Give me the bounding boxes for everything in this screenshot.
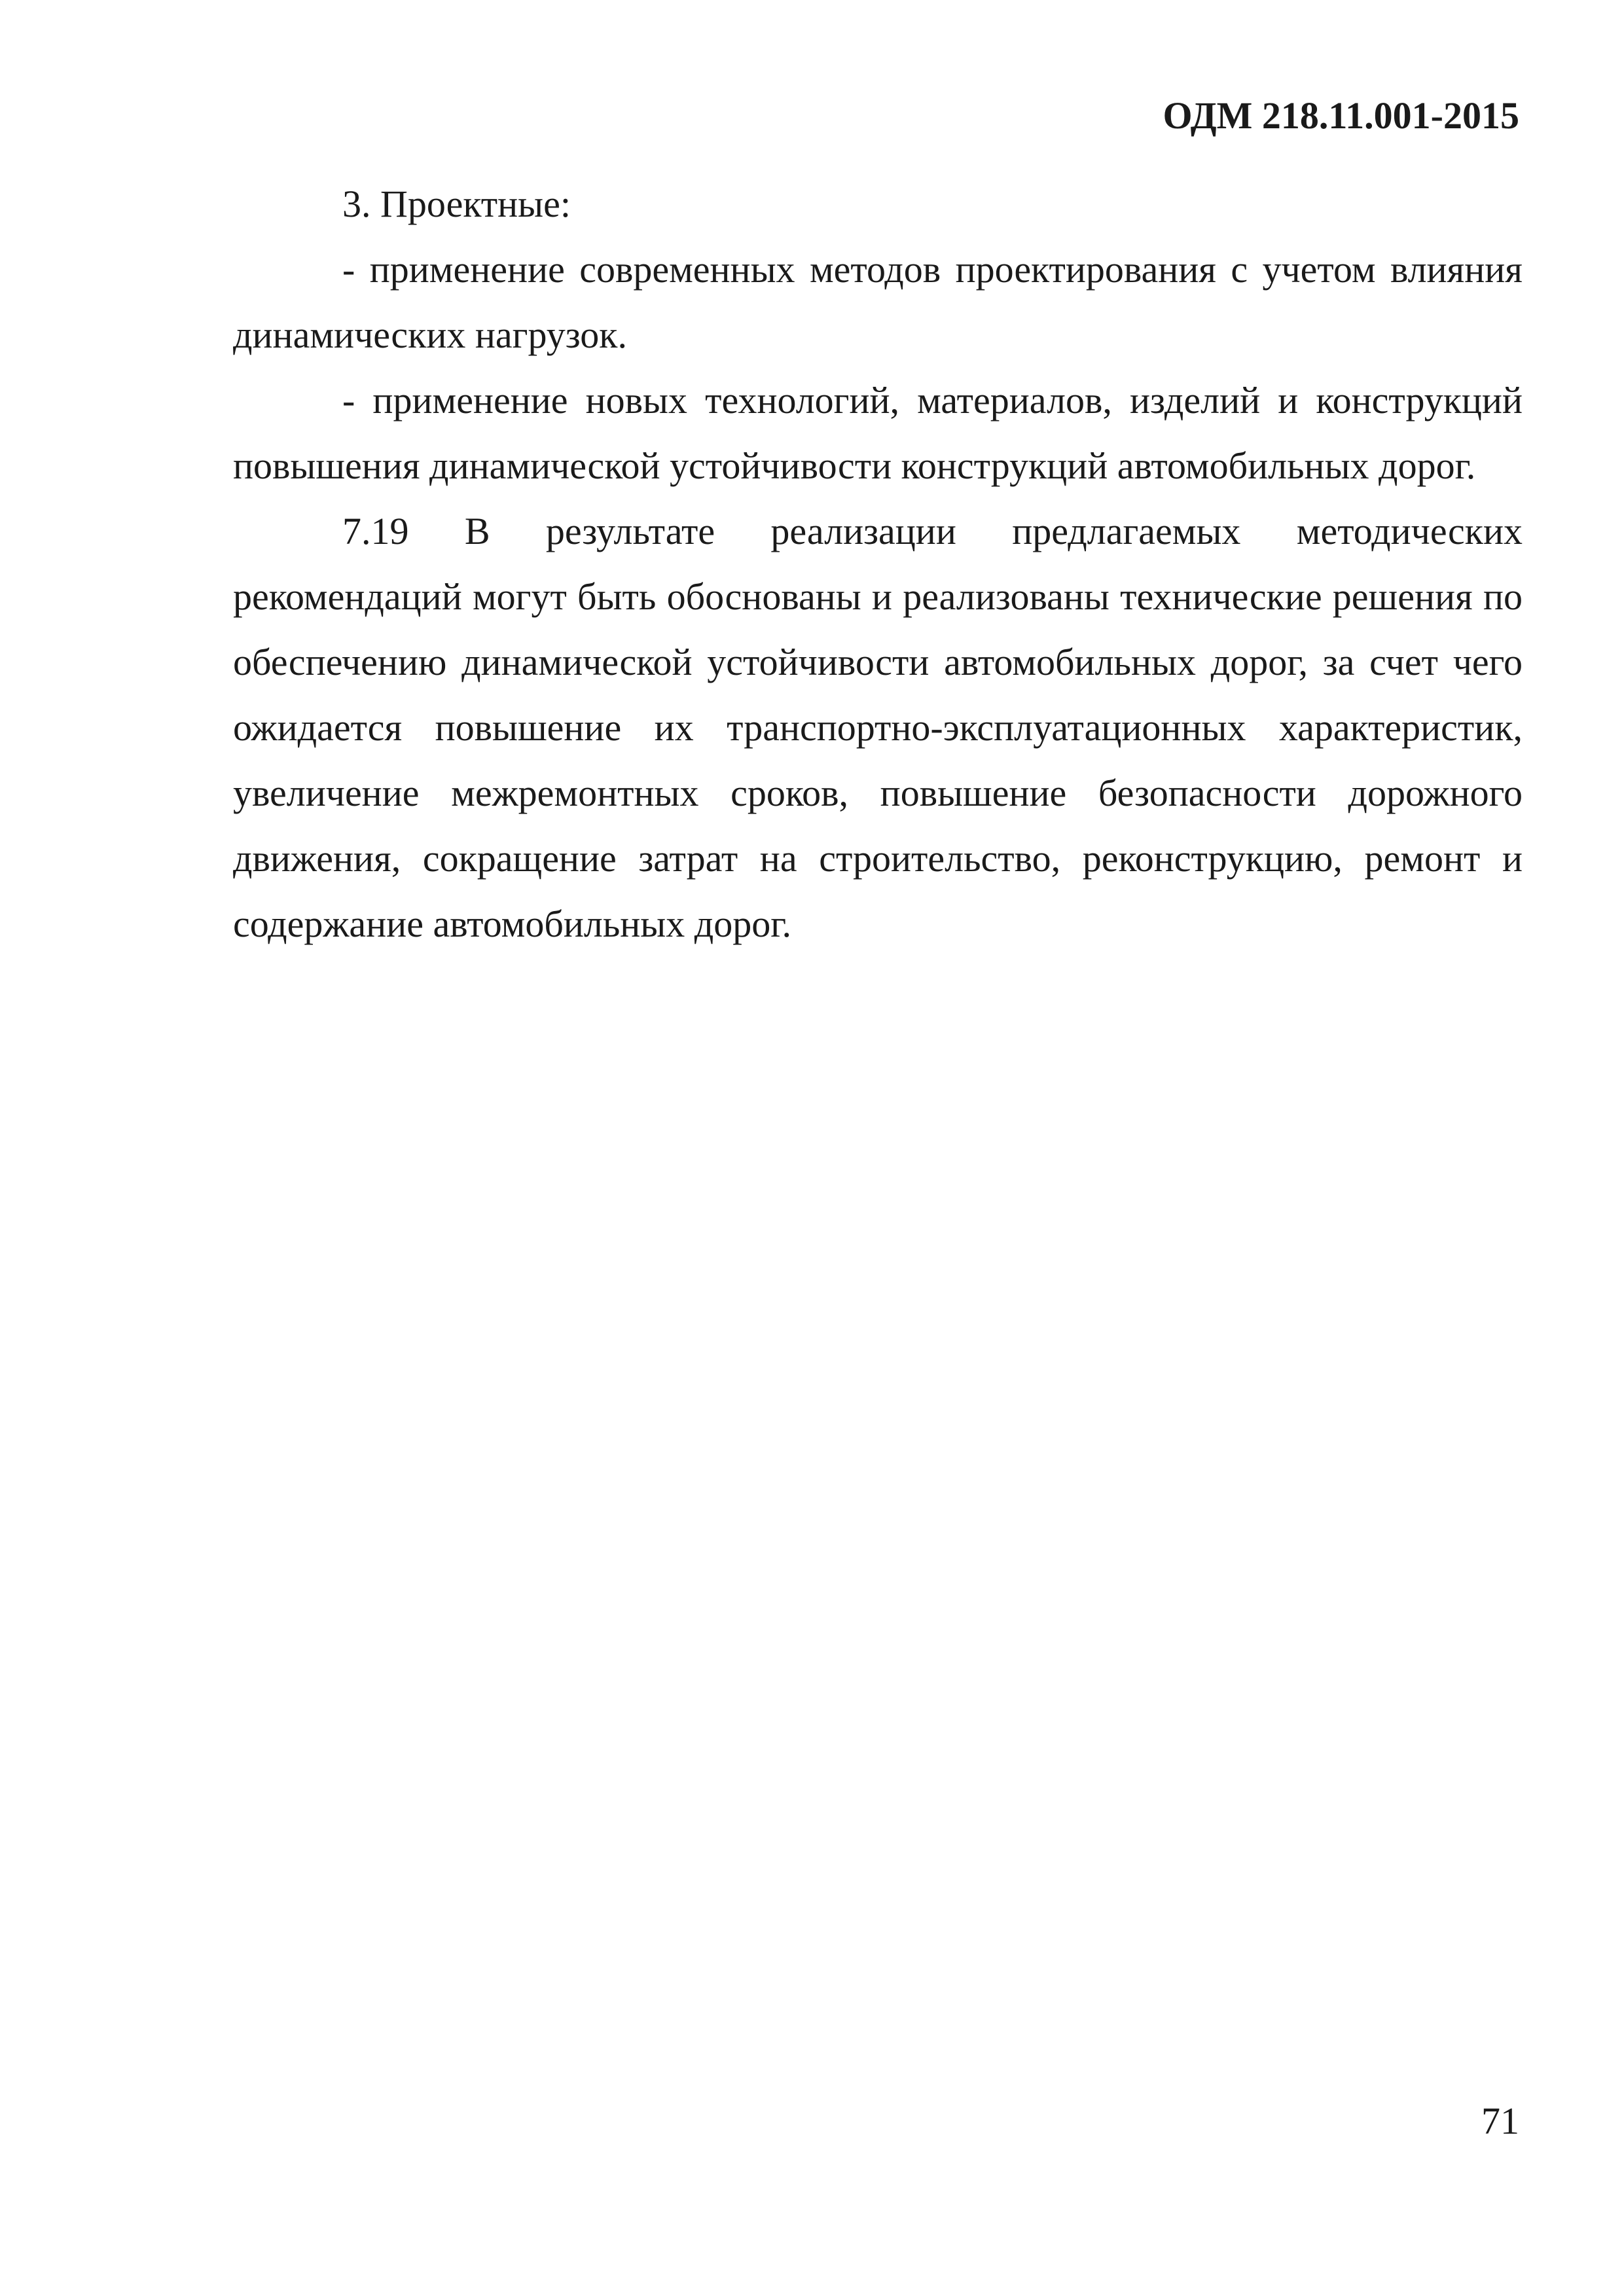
- document-body: [233, 171, 1523, 957]
- paragraph-clause-7-19: 7.19 В результате реализации предлагаемых методических рекомендаций могут быть обоснованы и реализованы технические решения по обеспечению динамической устойчивости автомобильных дорог, за счет чего ожидается повышение их транспортно-эксплуатационных характеристик, увеличение межремонтных сроков, повышение безопасности дорожного движения, сокращение затрат на строительство, реконструкцию, ремонт и содержание автомобильных дорог.: [233, 510, 1523, 945]
- page-number: 71: [1481, 2100, 1519, 2142]
- paragraph-list-item-1: - применение современных методов проектирования с учетом влияния динамических нагрузок.: [233, 248, 1523, 356]
- paragraph-list-item-2: - применение новых технологий, материалов, изделий и конструкций повышения динамической устойчивости конструкций автомобильных дорог.: [233, 379, 1523, 487]
- paragraph-section-heading: 3. Проектные:: [342, 183, 571, 225]
- document-code-header: ОДМ 218.11.001-2015: [1163, 94, 1519, 137]
